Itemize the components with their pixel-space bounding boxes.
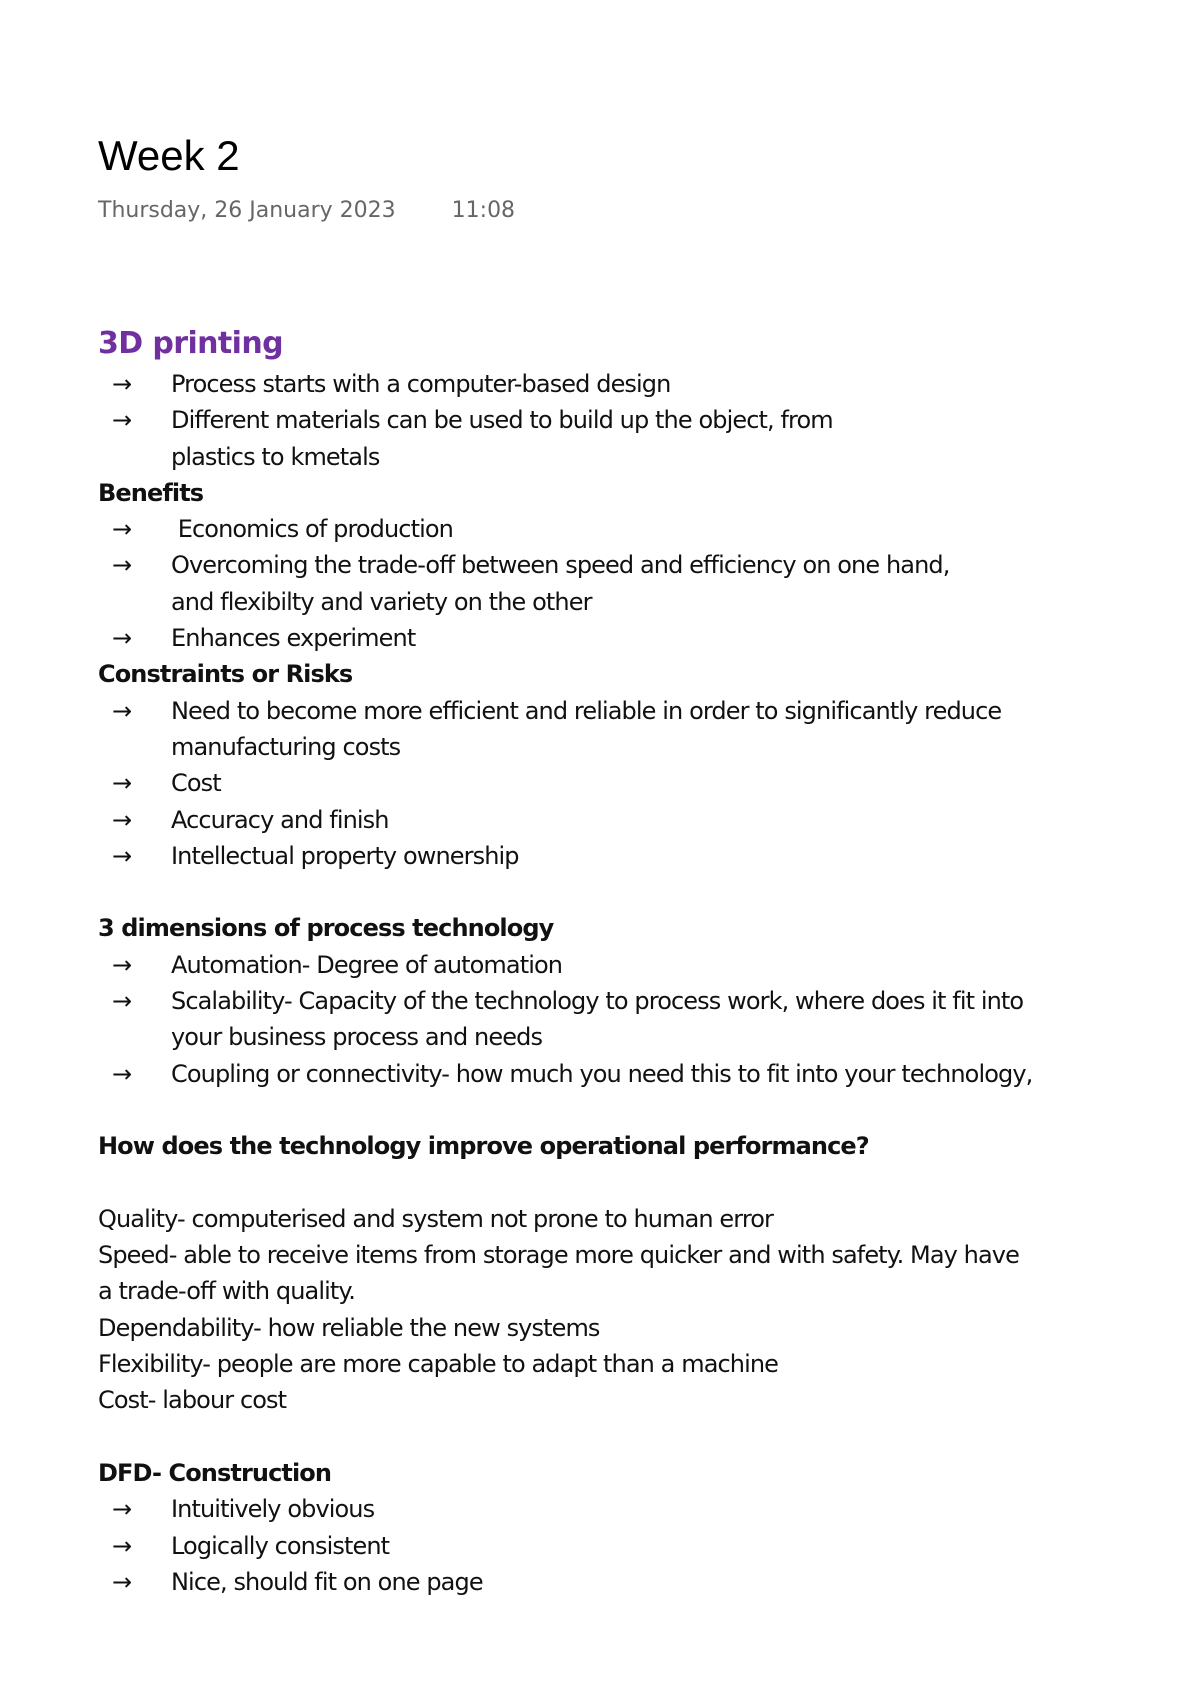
spacer xyxy=(98,1419,1108,1455)
list-item xyxy=(98,802,1108,838)
dimensions-list xyxy=(98,947,1108,1092)
list-item xyxy=(98,366,1108,402)
list-item-text: Automation- Degree of automation xyxy=(171,950,563,979)
arrow-icon: → xyxy=(112,1567,132,1596)
arrow-icon: → xyxy=(112,1531,132,1560)
section-title-3d-printing: 3D printing xyxy=(98,326,283,361)
list-item-text: Cost xyxy=(171,769,221,798)
list-item-text: Coupling or connectivity- how much you need this to fit into your technology, xyxy=(171,1059,1033,1088)
list-item xyxy=(98,1056,1108,1092)
list-item xyxy=(98,947,1108,983)
arrow-icon: → xyxy=(112,696,132,725)
list-item xyxy=(98,511,1108,547)
arrow-icon: → xyxy=(112,769,132,798)
note-page xyxy=(98,130,1108,1596)
performance-line-speed: Speed- able to receive items from storage more quicker and with safety. May have xyxy=(98,1241,1019,1270)
arrow-icon: → xyxy=(112,950,132,979)
performance-line-flexibility: Flexibility- people are more capable to adapt than a machine xyxy=(98,1350,779,1379)
list-item-text: Logically consistent xyxy=(171,1531,390,1560)
list-item xyxy=(98,402,911,475)
heading-performance: How does the technology improve operational performance? xyxy=(98,1132,869,1161)
list-item-text: Process starts with a computer-based design xyxy=(171,370,671,398)
list-item xyxy=(98,620,1108,656)
list-item-text: Nice, should fit on one page xyxy=(171,1567,483,1596)
note-meta xyxy=(98,196,1108,226)
list-item-text: Enhances experiment xyxy=(171,624,416,653)
arrow-icon: → xyxy=(112,1059,132,1088)
arrow-icon: → xyxy=(112,1495,132,1524)
performance-line-dependability: Dependability- how reliable the new systems xyxy=(98,1313,600,1342)
heading-constraints: Constraints or Risks xyxy=(98,660,353,689)
heading-dimensions: 3 dimensions of process technology xyxy=(98,914,554,943)
list-item xyxy=(98,1528,1108,1564)
note-body xyxy=(98,322,1108,1596)
performance-line-speed-cont: a trade-off with quality. xyxy=(98,1277,355,1306)
list-item-text: Scalability- Capacity of the technology to process work, where does it fit into your business process and needs xyxy=(171,987,1024,1052)
note-time: 11:08 xyxy=(451,198,516,223)
list-item-text: Intellectual property ownership xyxy=(171,841,519,870)
dfd-list xyxy=(98,1491,1108,1600)
printing-list xyxy=(98,366,1108,475)
performance-line-cost: Cost- labour cost xyxy=(98,1386,287,1415)
list-item-text: Intuitively obvious xyxy=(171,1495,375,1524)
constraints-list xyxy=(98,693,1108,874)
heading-benefits: Benefits xyxy=(98,478,204,507)
list-item xyxy=(98,983,1031,1056)
list-item xyxy=(98,693,1021,766)
list-item xyxy=(98,1491,1108,1527)
list-item xyxy=(98,547,951,620)
spacer xyxy=(98,1165,1108,1201)
list-item xyxy=(98,765,1108,801)
benefits-list xyxy=(98,511,1108,656)
arrow-icon: → xyxy=(112,624,132,653)
arrow-icon: → xyxy=(112,370,132,398)
performance-line-quality: Quality- computerised and system not prone to human error xyxy=(98,1204,774,1233)
spacer xyxy=(98,874,1108,910)
list-item xyxy=(98,1564,1108,1600)
page-title: Week 2 xyxy=(98,132,240,179)
list-item-text: Need to become more efficient and reliable in order to significantly reduce manufacturing costs xyxy=(171,696,1002,761)
list-item-text: Overcoming the trade-off between speed and efficiency on one hand, and flexibilty and variety on the other xyxy=(171,551,950,616)
heading-dfd: DFD- Construction xyxy=(98,1458,332,1487)
list-item-text: Different materials can be used to build up the object, from plastics to kmetals xyxy=(171,406,833,471)
list-item-text: Economics of production xyxy=(171,515,453,544)
list-item xyxy=(98,838,1108,874)
spacer xyxy=(98,1092,1108,1128)
arrow-icon: → xyxy=(112,841,132,870)
list-item-text: Accuracy and finish xyxy=(171,805,389,834)
arrow-icon: → xyxy=(112,515,132,544)
arrow-icon: → xyxy=(112,805,132,834)
arrow-icon: → xyxy=(112,406,132,435)
note-date: Thursday, 26 January 2023 xyxy=(98,198,396,223)
arrow-icon: → xyxy=(112,551,132,580)
arrow-icon: → xyxy=(112,987,132,1016)
